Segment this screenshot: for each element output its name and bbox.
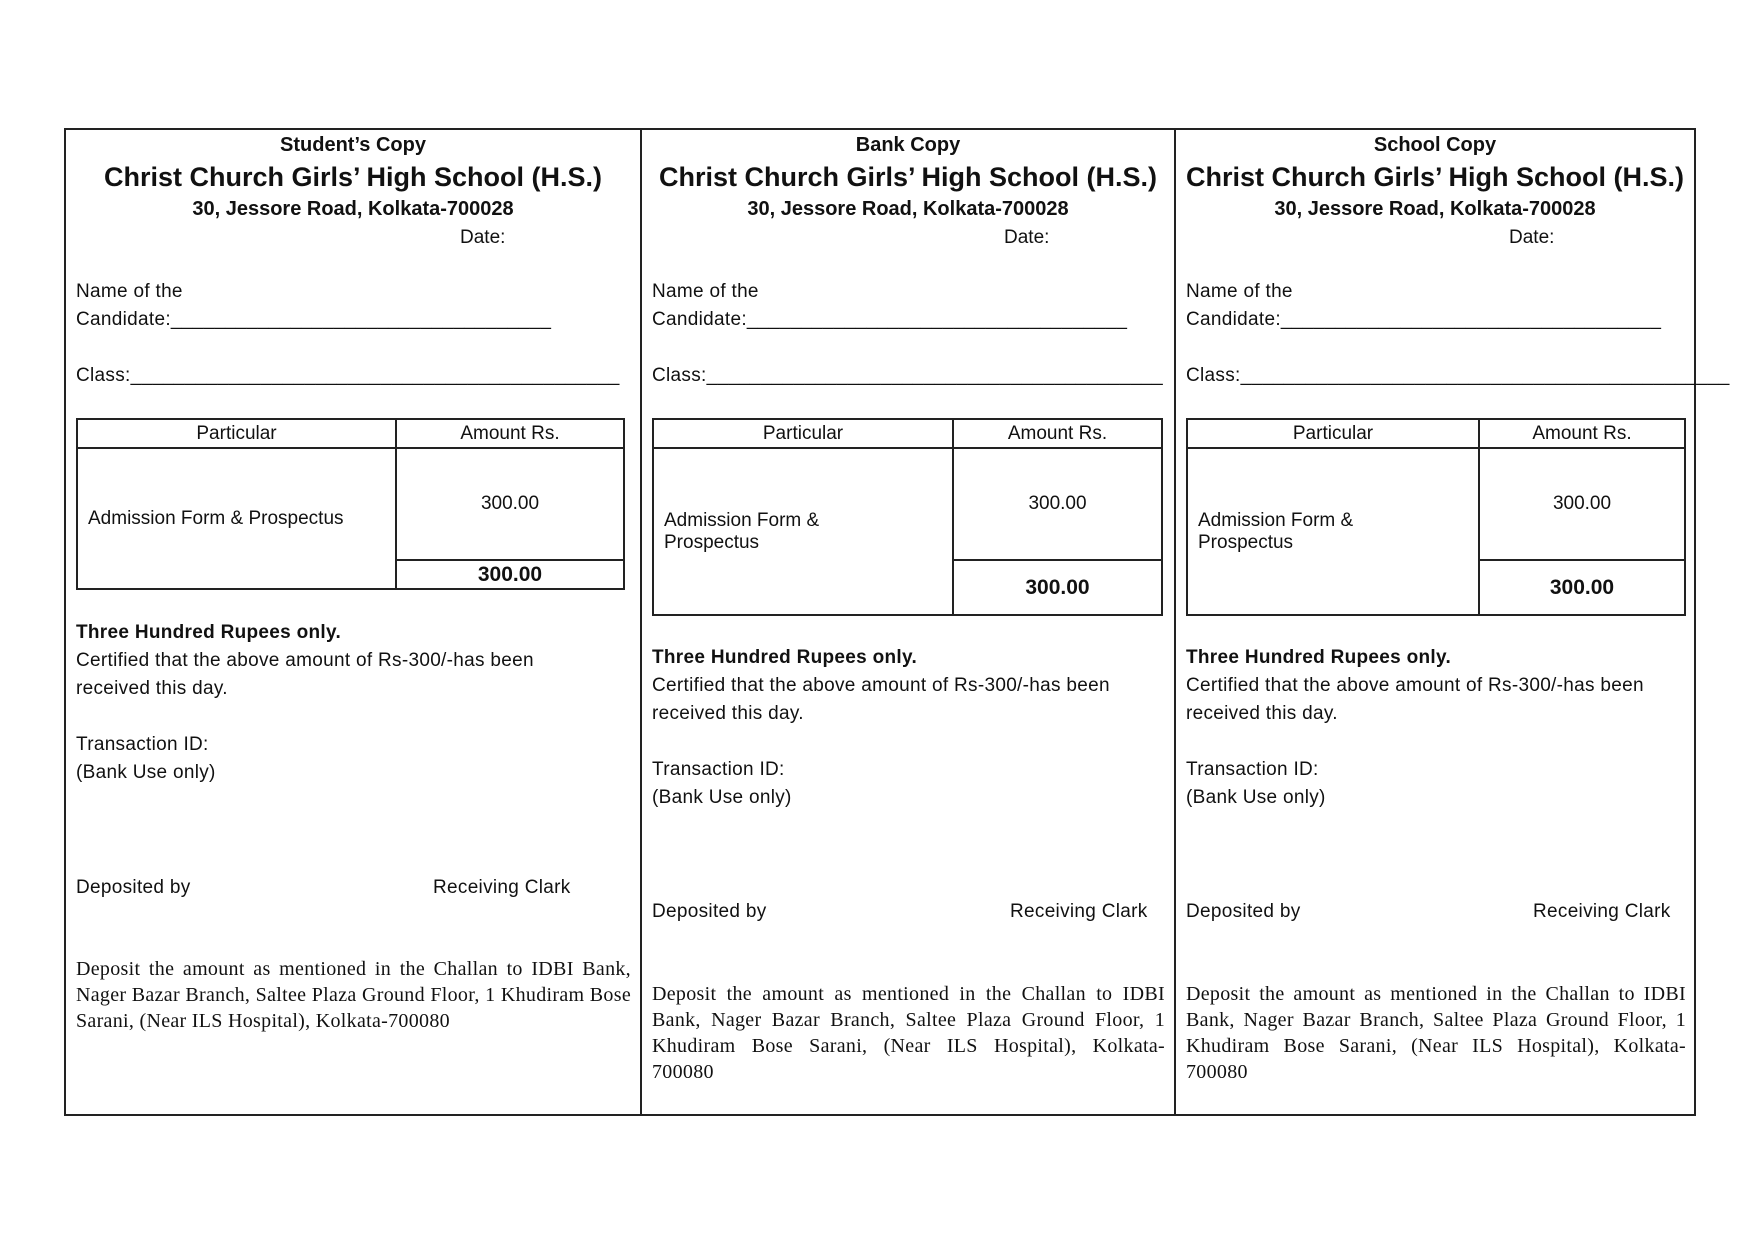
amount-header: Amount Rs. (1479, 419, 1685, 448)
fee-table (1186, 418, 1686, 616)
certified-line-1: Certified that the above amount of Rs-300/-has been (76, 650, 534, 671)
deposit-notice: Deposit the amount as mentioned in the Challan to IDBI Bank, Nager Bazar Branch, Saltee Plaza Ground Floor, 1 Khudiram Bose Sarani, (Near ILS Hospital), Kolkata-700080 (76, 958, 631, 1032)
candidate-name-line-1: Name of the (76, 281, 183, 302)
copy-label: School Copy (1373, 134, 1497, 156)
class-field: Class:_____________________________________________ (76, 365, 620, 386)
bank-use-note: (Bank Use only) (1186, 787, 1326, 808)
total-cell: 300.00 (953, 560, 1162, 615)
deposit-notice: Deposit the amount as mentioned in the Challan to IDBI Bank, Nager Bazar Branch, Saltee Plaza Ground Floor, 1 Khudiram Bose Sarani, (Near ILS Hospital), Kolkata- 700080 (652, 983, 1165, 1083)
fee-table (76, 418, 625, 590)
date-label: Date: (1509, 227, 1555, 248)
particular-text-line-1: Admission Form & (1198, 509, 1354, 531)
school-copy (1176, 130, 1730, 1114)
school-address: 30, Jessore Road, Kolkata-700028 (747, 198, 1069, 220)
candidate-name-field: Candidate:___________________________________ (76, 309, 552, 330)
challan-sheet (64, 128, 1730, 1116)
deposited-by-label: Deposited by (76, 877, 191, 898)
amount-in-words: Three Hundred Rupees only. (76, 622, 342, 643)
receiving-clerk-label: Receiving Clark (1010, 901, 1148, 922)
deposit-notice: Deposit the amount as mentioned in the Challan to IDBI Bank, Nager Bazar Branch, Saltee Plaza Ground Floor, 1 Khudiram Bose Sarani, (Near ILS Hospital), Kolkata- 700080 (1186, 983, 1686, 1083)
receiving-clerk-label: Receiving Clark (433, 877, 571, 898)
candidate-name-field: Candidate:___________________________________ (1186, 309, 1662, 330)
bank-use-note: (Bank Use only) (652, 787, 792, 808)
particular-cell (1187, 448, 1479, 615)
date-label: Date: (1004, 227, 1050, 248)
class-field: Class:_____________________________________________ (1186, 365, 1730, 386)
candidate-name-line-1: Name of the (1186, 281, 1293, 302)
school-address: 30, Jessore Road, Kolkata-700028 (1274, 198, 1596, 220)
receiving-clerk-label: Receiving Clark (1533, 901, 1671, 922)
certified-line-2: received this day. (76, 678, 228, 699)
transaction-id-label: Transaction ID: (76, 734, 209, 755)
school-address: 30, Jessore Road, Kolkata-700028 (192, 198, 514, 220)
amount-header: Amount Rs. (396, 419, 624, 448)
particular-header: Particular (1187, 419, 1479, 448)
copy-label: Student’s Copy (280, 134, 426, 156)
amount-in-words: Three Hundred Rupees only. (1186, 647, 1452, 668)
candidate-name-line-1: Name of the (652, 281, 759, 302)
deposited-by-label: Deposited by (1186, 901, 1301, 922)
school-name: Christ Church Girls’ High School (H.S.) (658, 162, 1158, 192)
amount-in-words: Three Hundred Rupees only. (652, 647, 918, 668)
particular-text-line-2: Prospectus (664, 531, 760, 553)
amount-cell: 300.00 (396, 448, 624, 560)
certified-line-2: received this day. (1186, 703, 1338, 724)
transaction-id-label: Transaction ID: (652, 759, 785, 780)
certified-line-1: Certified that the above amount of Rs-300/-has been (1186, 675, 1644, 696)
date-label: Date: (460, 227, 506, 248)
particular-cell (77, 448, 396, 589)
particular-text-line-1: Admission Form & (664, 509, 820, 531)
particular-text-line-2: Prospectus (1198, 531, 1294, 553)
class-field: Class:__________________________________________ (652, 365, 1163, 386)
particular-header: Particular (77, 419, 396, 448)
bank-copy (642, 130, 1176, 1114)
candidate-name-field: Candidate:___________________________________ (652, 309, 1128, 330)
certified-line-1: Certified that the above amount of Rs-300/-has been (652, 675, 1110, 696)
amount-header: Amount Rs. (953, 419, 1162, 448)
amount-cell: 300.00 (1479, 448, 1685, 560)
deposited-by-label: Deposited by (652, 901, 767, 922)
amount-cell: 300.00 (953, 448, 1162, 560)
school-name: Christ Church Girls’ High School (H.S.) (103, 162, 603, 192)
total-cell: 300.00 (1479, 560, 1685, 615)
student-copy (66, 130, 642, 1114)
particular-header: Particular (653, 419, 953, 448)
particular-text: Admission Form & Prospectus (88, 507, 344, 529)
certified-line-2: received this day. (652, 703, 804, 724)
fee-table (652, 418, 1163, 616)
total-cell: 300.00 (396, 560, 624, 589)
particular-cell (653, 448, 953, 615)
bank-use-note: (Bank Use only) (76, 762, 216, 783)
school-name: Christ Church Girls’ High School (H.S.) (1185, 162, 1685, 192)
copy-label: Bank Copy (855, 134, 961, 156)
transaction-id-label: Transaction ID: (1186, 759, 1319, 780)
